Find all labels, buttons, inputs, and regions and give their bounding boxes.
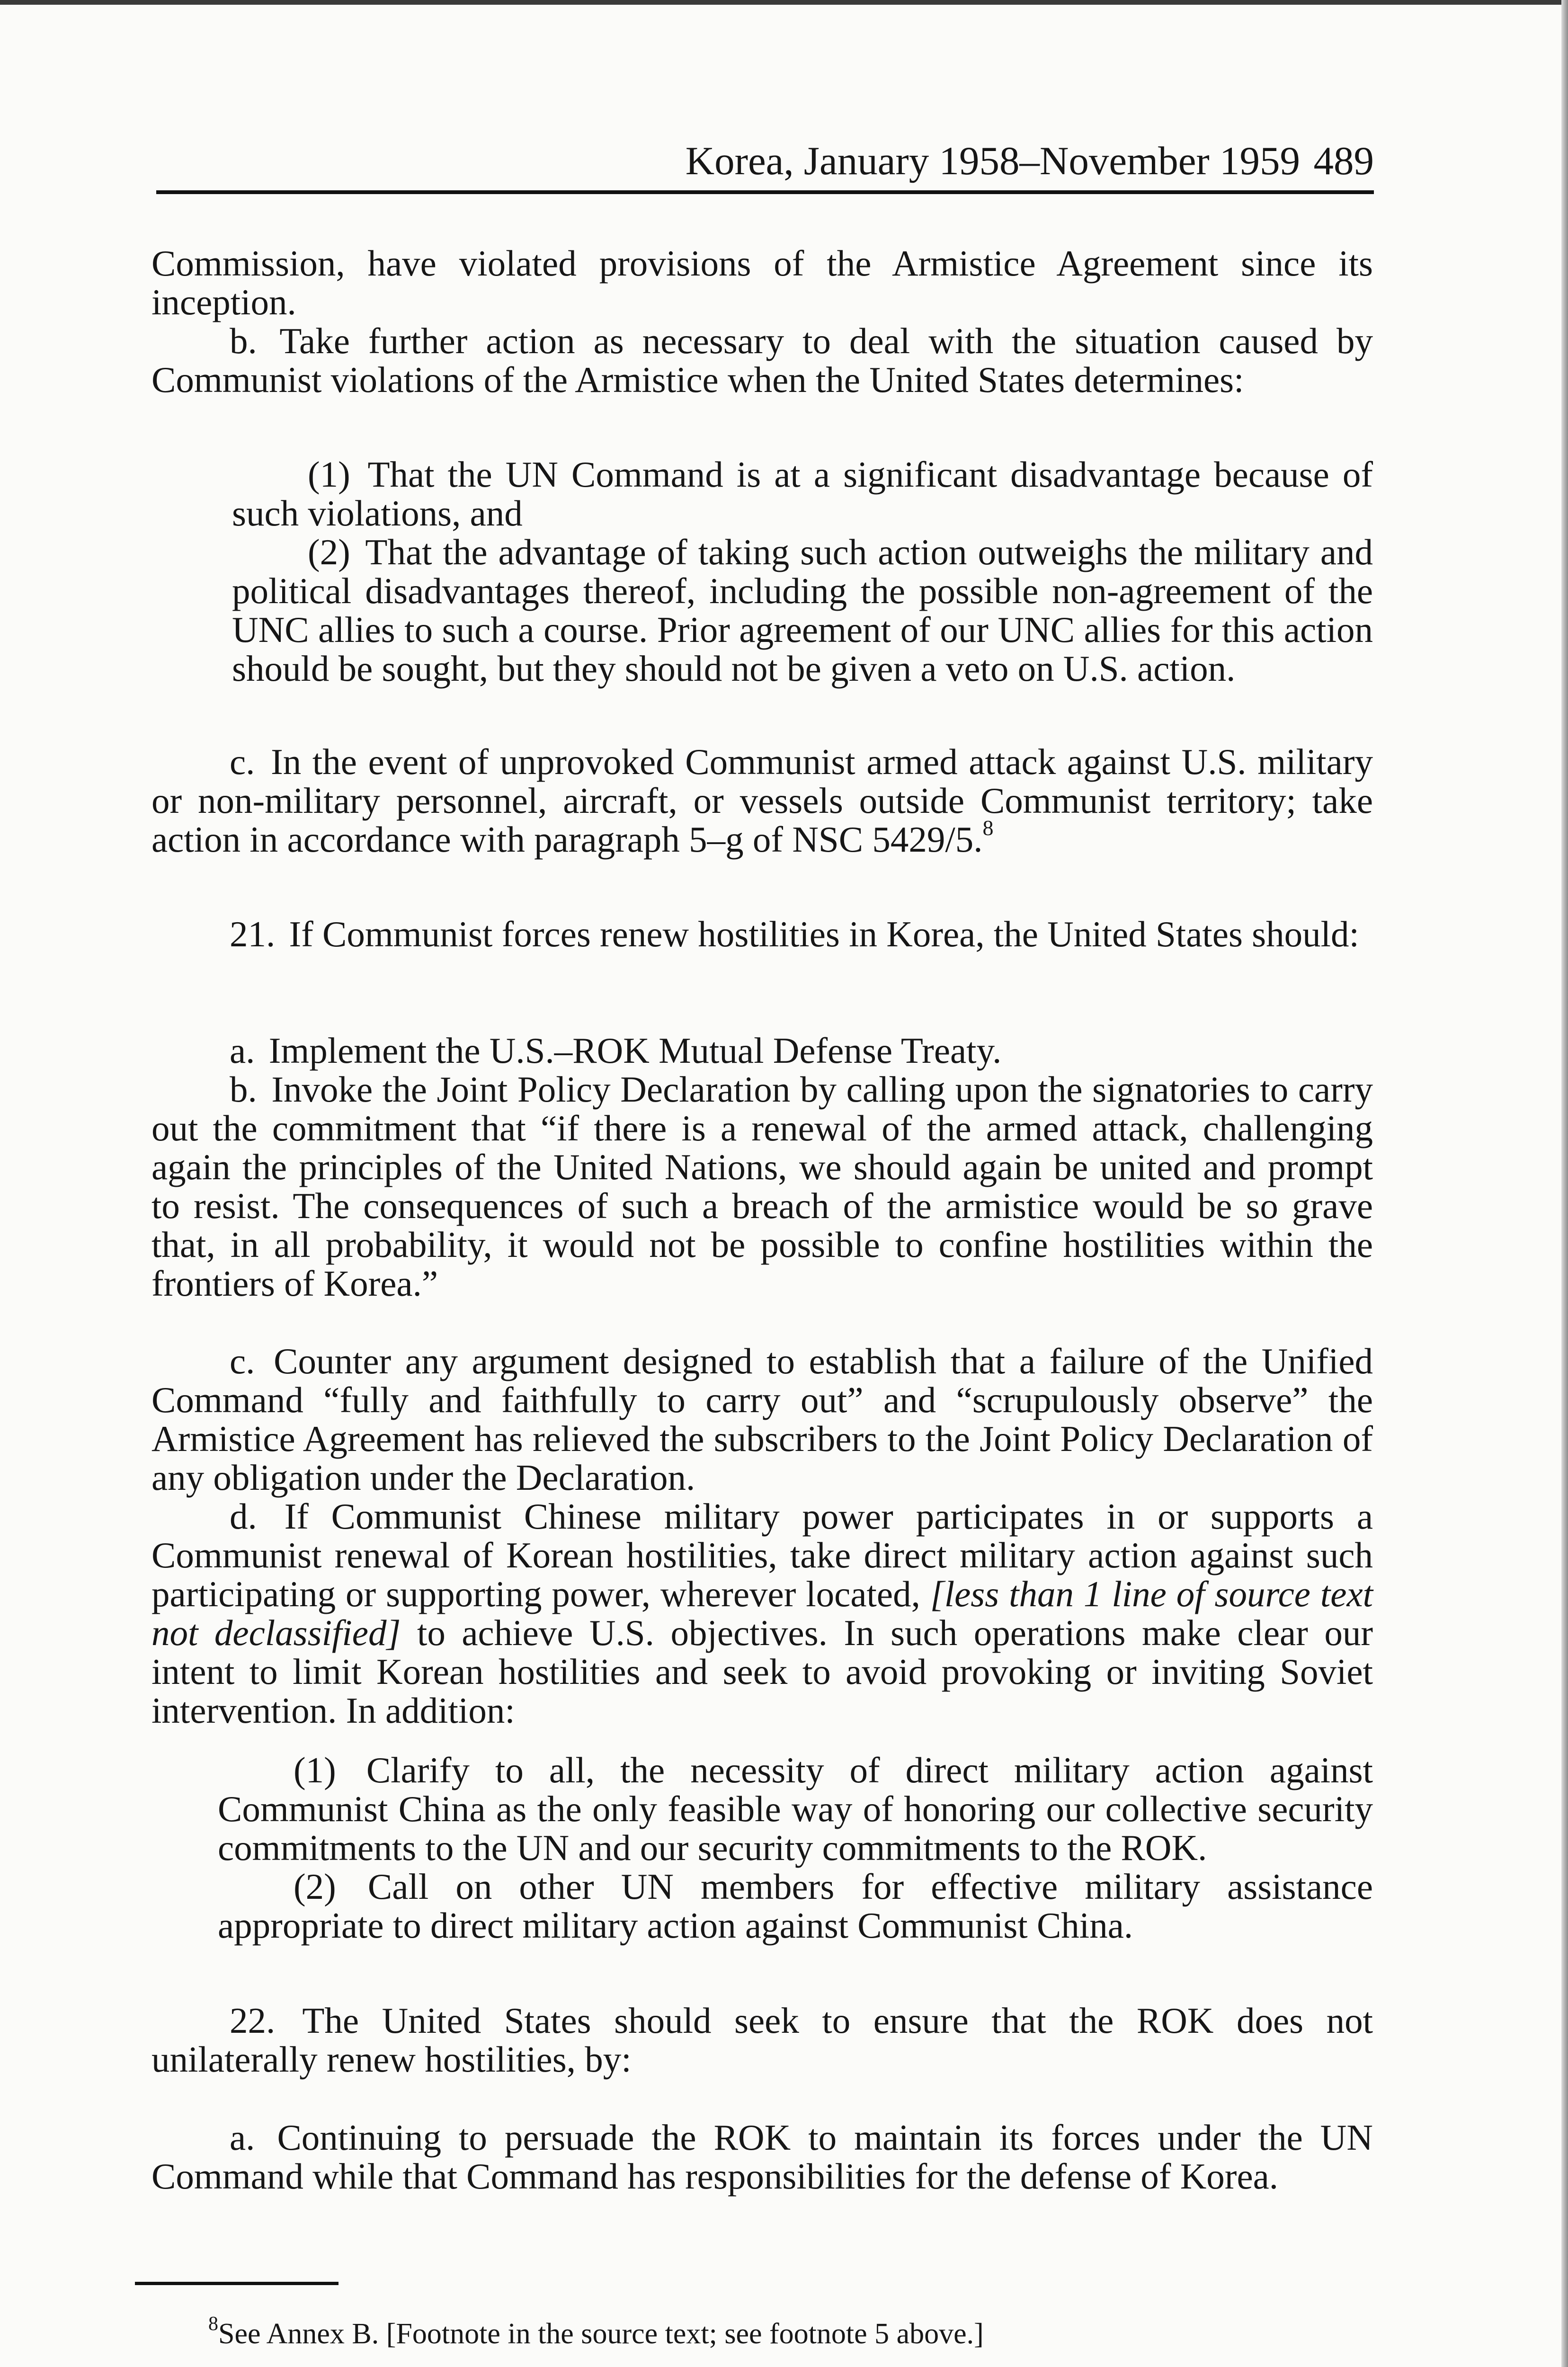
paragraph-20b-2	[232, 533, 1373, 688]
paragraph-22	[151, 2001, 1373, 2079]
item-label: b.	[230, 1069, 257, 1110]
paragraph-20b-1	[232, 455, 1373, 533]
paragraph-text: Counter any argument designed to establish that a failure of the Unified Command “fully and faithfully to carry out” and “scrupulously observe” the Armistice Agreement has relieved the subscribers to the Joint Policy Declaration of any obligation under the Declaration.	[151, 1341, 1373, 1498]
item-label: (1)	[294, 1750, 336, 1790]
item-label: (1)	[308, 454, 350, 495]
paragraph-text: Clarify to all, the necessity of direct military action against Communist China as the only feasible way of honoring our collective security commitments to the UN and our security commitments to the ROK.	[218, 1750, 1373, 1868]
paragraph-number: 22.	[230, 2000, 276, 2041]
page-number: 489	[1313, 139, 1374, 183]
running-header	[156, 137, 1374, 194]
paragraph-20c	[151, 742, 1373, 859]
paragraph-text: If Communist forces renew hostilities in Korea, the United States should:	[289, 914, 1359, 954]
paragraph-text: Implement the U.S.–ROK Mutual Defense Treaty.	[268, 1030, 1002, 1071]
paragraph-21d	[151, 1497, 1373, 1730]
item-label: c.	[230, 741, 255, 782]
item-label: a.	[230, 2117, 255, 2158]
item-label: c.	[230, 1341, 255, 1381]
footnote-number: 8	[208, 2313, 218, 2335]
paragraph-text: Commission, have violated provisions of the Armistice Agreement since its inception.	[151, 243, 1373, 322]
paragraph-text: Call on other UN members for effective military assistance appropriate to direct military action against Communist China.	[218, 1866, 1373, 1946]
scan-top-edge	[0, 0, 1568, 5]
item-label: (2)	[294, 1866, 336, 1907]
item-label: (2)	[308, 532, 350, 572]
scan-right-edge	[1561, 0, 1568, 2367]
paragraph-text: Take further action as necessary to deal with the situation caused by Communist violations of the Armistice when the United States determines:	[151, 320, 1373, 400]
item-label: d.	[230, 1496, 257, 1537]
paragraph-21a	[151, 1031, 1373, 1070]
paragraph-21c	[151, 1342, 1373, 1497]
footnote	[208, 2315, 1373, 2353]
paragraph-22a	[151, 2118, 1373, 2196]
paragraph-text: Invoke the Joint Policy Declaration by calling upon the signatories to carry out the commitment that “if there is a renewal of the armed attack, challenging again the principles of the United Nations, we should again be united and prompt to resist. The consequences of such a breach of the armistice would be so grave that, in all probability, it would not be possible to confine hostilities within the frontiers of Korea.”	[151, 1069, 1373, 1304]
footnote-reference: 8	[982, 816, 994, 840]
paragraph-number: 21.	[230, 914, 276, 954]
paragraph-text: Continuing to persuade the ROK to maintain its forces under the UN Command while that Command has responsibilities for the defense of Korea.	[151, 2117, 1373, 2197]
paragraph-continuation	[151, 244, 1373, 321]
paragraph-text: The United States should seek to ensure that the ROK does not unilaterally renew hostilities, by:	[151, 2000, 1373, 2080]
footnote-text: See Annex B. [Footnote in the source text; see footnote 5 above.]	[218, 2318, 984, 2350]
redaction-note: [less than 1 line of source text not declassified]	[151, 1574, 1373, 1653]
paragraph-text: That the advantage of taking such action outweighs the military and political disadvantages thereof, including the possible non-agreement of the UNC allies to such a course. Prior agreement of our UNC allies for this action should be sought, but they should not be given a veto on U.S. action.	[232, 532, 1373, 689]
item-label: a.	[230, 1030, 255, 1071]
paragraph-text: That the UN Command is at a significant disadvantage because of such violations, and	[232, 454, 1373, 534]
item-label: b.	[230, 320, 257, 361]
paragraph-text: If Communist Chinese military power participates in or supports a Communist renewal of Korean hostilities, take direct military action against such participating or supporting power, wherever located,	[151, 1496, 1373, 1614]
header-rule	[156, 190, 1374, 194]
paragraph-21	[151, 915, 1373, 953]
footnote-rule	[135, 2282, 339, 2285]
paragraph-21d-1	[218, 1751, 1373, 1867]
paragraph-21b	[151, 1070, 1373, 1303]
paragraph-20b	[151, 321, 1373, 399]
paragraph-text: to achieve U.S. objectives. In such operations make clear our intent to limit Korean hostilities and seek to avoid provoking or inviting Soviet intervention. In addition:	[151, 1612, 1373, 1731]
paragraph-21d-2	[218, 1867, 1373, 1945]
paragraph-text: In the event of unprovoked Communist armed attack against U.S. military or non-military personnel, aircraft, or vessels outside Communist territory; take action in accordance with paragraph 5–g of NSC 5429/5.	[151, 741, 1373, 860]
running-title: Korea, January 1958–November 1959	[685, 139, 1300, 183]
